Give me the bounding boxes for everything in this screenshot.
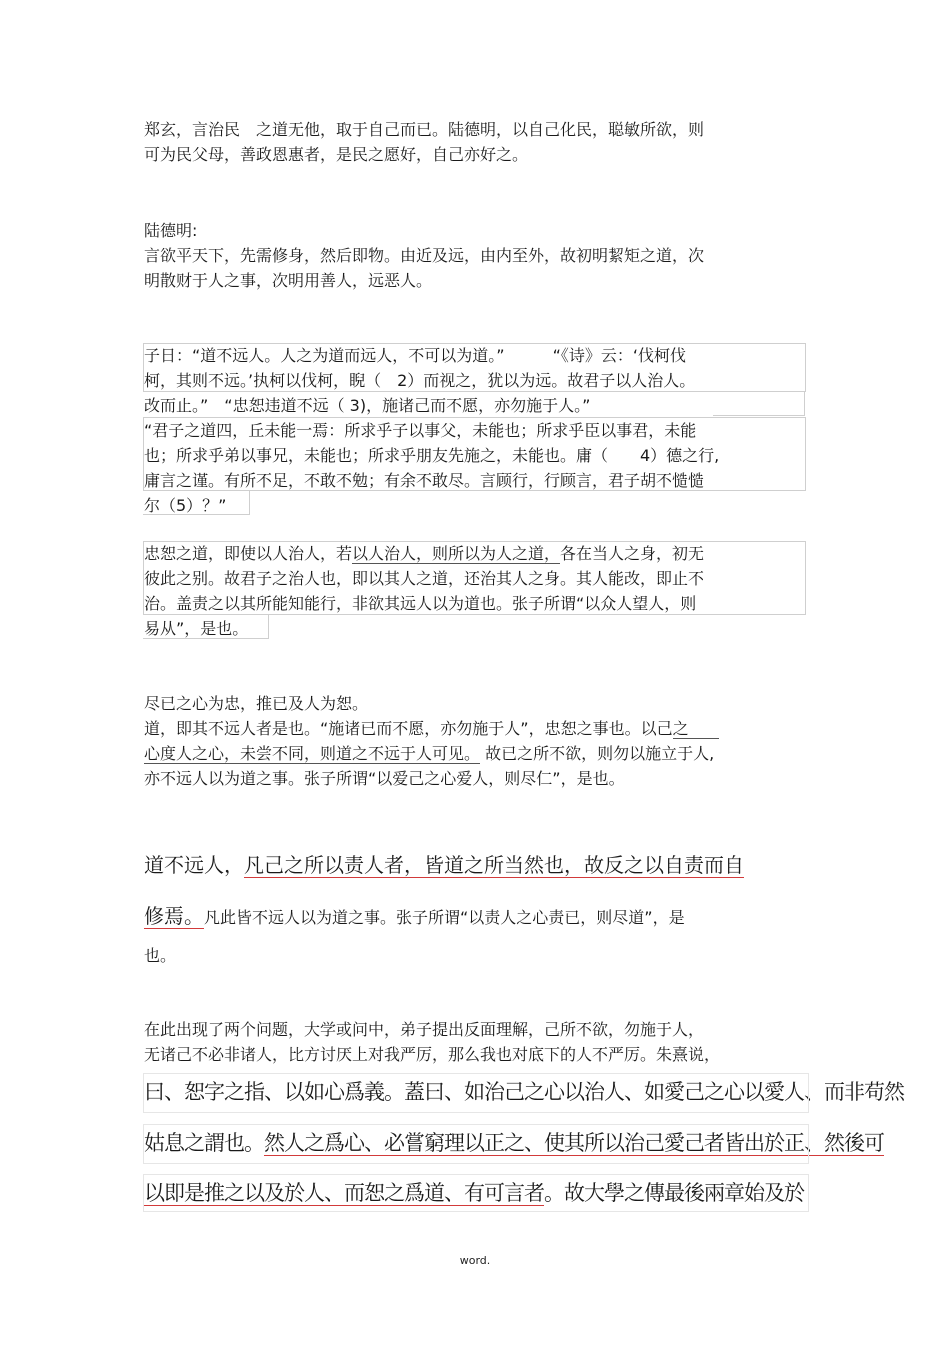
text-line: 无诸己不必非诸人，比方讨厌上对我严厉，那么我也对底下的人不严厉。朱熹说， [144, 1045, 721, 1064]
text-span: 道，即其不远人者是也。“施诸已而不愿，亦勿施于人”，忠恕之事也。以己 [144, 719, 673, 738]
text-line: 郑玄，言治民 之道无他，取于自己而已。陆德明，以自己化民，聪敏所欲，则 [144, 120, 705, 139]
text-line: 子日：“道不远人。人之为道而远人，不可以为道。” “《诗》云：‘伐柯伐 [144, 346, 686, 365]
classical-quote-line: 曰、恕字之指、以如心爲義。蓋曰、如治己之心以治人、如愛己之心以愛人、而非苟然 [144, 1080, 904, 1104]
text-span: 姑息之謂也。 [144, 1131, 264, 1155]
paragraph-dao-not-far-cont [144, 902, 809, 970]
text-line: 庸言之谨。有所不足，不敢不勉；有余不敢尽。言顾行，行顾言，君子胡不慥慥 [144, 471, 705, 490]
text-line: 可为民父母，善政恩惠者，是民之愿好，自己亦好之。 [144, 145, 529, 164]
text-line [144, 541, 809, 566]
text-line: 治。盖责之以其所能知能行，非欲其远人以为道也。张子所谓“以众人望人，则 [144, 594, 697, 613]
text-line: 改而止。” “忠恕违道不远（ 3)，施诸己而不愿，亦勿施于人。” [144, 396, 591, 415]
text-line: 彼此之别。故君子之治人也，即以其人之道，还治其人之身。其人能改，即止不 [144, 569, 705, 588]
text-span: 凡此皆不远人以为道之事。张子所谓“以责人之心责已，则尽道”，是 [204, 908, 685, 927]
text-line: 明散财于人之事，次明用善人，远恶人。 [144, 271, 433, 290]
text-line [144, 851, 809, 879]
paragraph-zheng-xuan [144, 117, 809, 167]
paragraph-zhongshu [144, 541, 809, 641]
paragraph-lu-deming [144, 218, 809, 293]
text-line: 也。 [144, 946, 177, 965]
text-span: 。故大學之傳最後兩章始及於 [544, 1181, 804, 1205]
text-span: 各在当人之身，初无 [560, 544, 705, 563]
text-line: 尽已之心为忠，推已及人为恕。 [144, 694, 369, 713]
paragraph-loyalty-reciprocity [144, 691, 809, 791]
text-line: 在此出现了两个问题，大学或问中，弟子提出反面理解，己所不欲，勿施于人， [144, 1020, 705, 1039]
underlined-text: 之 [673, 719, 719, 739]
text-frame [143, 1174, 809, 1212]
page-footer: word. [459, 1254, 491, 1267]
red-underlined-text: 修焉。 [144, 904, 204, 928]
paragraph-dao-not-far [144, 851, 809, 879]
section-label: 陆德明: [144, 221, 198, 240]
text-span: 道不远人， [144, 853, 244, 877]
red-underlined-text: 凡己之所以责人者，皆道之所当然也，故反之以自责而自 [244, 853, 744, 877]
paragraph-two-questions [144, 1017, 809, 1067]
text-frame [143, 1073, 809, 1113]
text-line: 也；所求乎弟以事兄，未能也；所求乎朋友先施之，未能也。庸（ 4）德之行, [144, 446, 720, 465]
text-line: 亦不远人以为道之事。张子所谓“以爱己之心爱人，则尽仁”，是也。 [144, 769, 625, 788]
text-line: 柯，其则不远。’执柯以伐柯，睨（ 2）而视之，犹以为远。故君子以人治人。 [144, 371, 696, 390]
text-span: 忠恕之道，即使以人治人，若 [144, 544, 353, 563]
red-underlined-text: 然人之爲心、必嘗窮理以正之、使其所以治己愛己者皆出於正、然後可 [264, 1131, 884, 1155]
text-line: 尔（5）？” [144, 496, 227, 515]
underlined-text: 以人治人，则所以为人之道， [352, 544, 561, 563]
paragraph-confucius-quote [144, 343, 809, 518]
text-line [144, 716, 809, 741]
text-line: 言欲平天下，先需修身，然后即物。由近及远，由内至外，故初明絜矩之道，次 [144, 246, 705, 265]
text-line: “君子之道四，丘未能一焉：所求乎子以事父，未能也；所求乎臣以事君，未能 [144, 421, 697, 440]
text-span: 故已之所不欲，则勿以施立于人, [480, 744, 715, 763]
red-underlined-text: 以即是推之以及於人、而恕之爲道、有可言者 [144, 1181, 544, 1205]
text-line [144, 741, 809, 766]
text-line [144, 902, 809, 932]
text-frame [143, 1124, 809, 1164]
underlined-text: 心度人之心，未尝不同，则道之不远于人可见。 [144, 744, 481, 763]
text-line: 易从”，是也。 [144, 619, 249, 638]
